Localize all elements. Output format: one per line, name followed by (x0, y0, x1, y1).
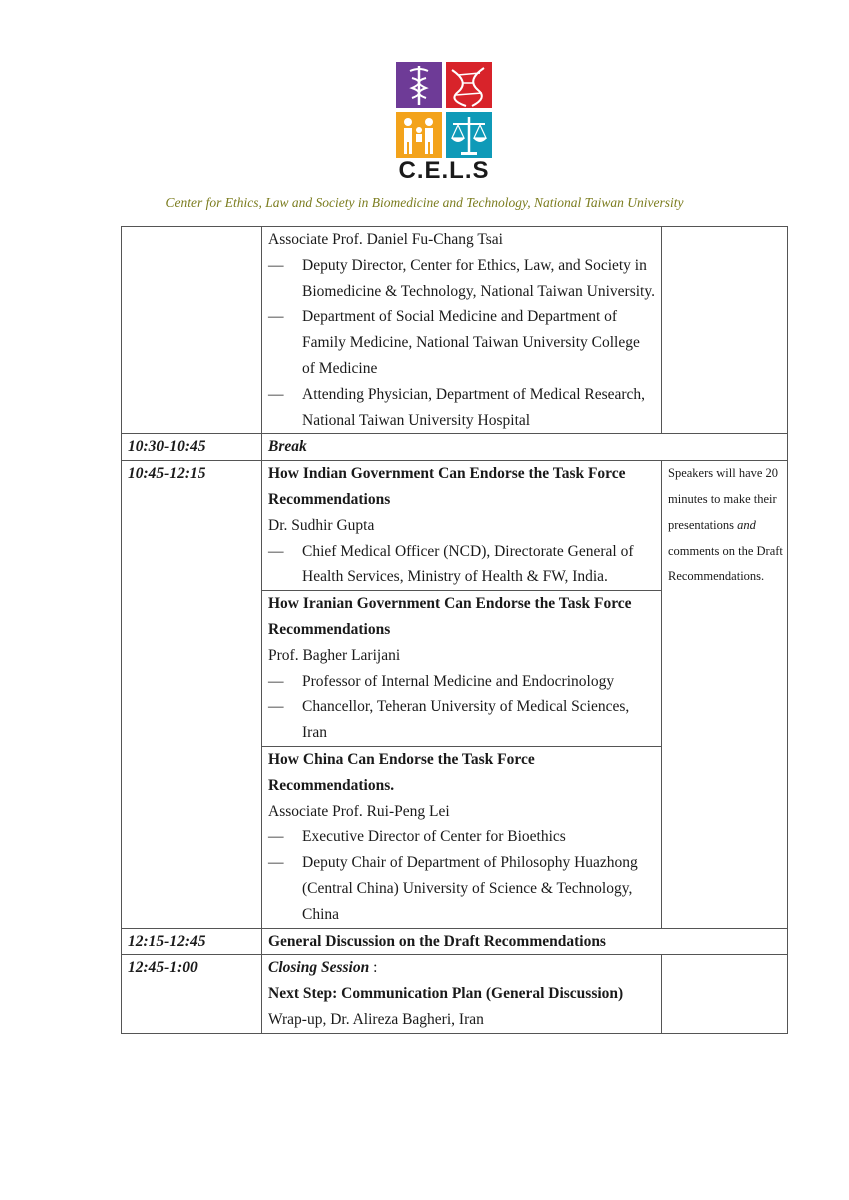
speaker-name: Prof. Bagher Larijani (268, 646, 401, 664)
role-item: — Chancellor, Teheran University of Medical Sciences, Iran (268, 698, 630, 742)
time-cell: 12:15-12:45 (122, 928, 262, 955)
role-item: — Executive Director of Center for Bioethics (268, 828, 566, 846)
cels-logo (396, 62, 492, 180)
note-cell-empty (662, 227, 788, 434)
agenda-table (121, 226, 788, 1034)
break-row (122, 434, 788, 461)
talk-title: How Iranian Government Can Endorse the Task Force Recommendations (268, 595, 632, 638)
time-cell: 10:30-10:45 (122, 434, 262, 461)
discussion-row (122, 928, 788, 955)
talk-title: How China Can Endorse the Task Force Recommendations. (268, 750, 535, 794)
time-cell: 10:45-12:15 (122, 461, 262, 928)
continued-row (122, 227, 788, 434)
role-item: — Chief Medical Officer (NCD), Directorate General of Health Services, Ministry of Health & FW, India. (268, 542, 634, 586)
closing-session-label: Closing Session : (268, 959, 378, 977)
next-step: Next Step: Communication Plan (General Discussion) (268, 985, 624, 1003)
role-item: — Professor of Internal Medicine and Endocrinology (268, 672, 615, 690)
logo-text: C.E.L.S (398, 157, 490, 180)
talk-cell (262, 461, 662, 591)
talk-cell (262, 746, 662, 928)
speaker-name: Dr. Sudhir Gupta (268, 516, 375, 534)
role-item: — Deputy Chair of Department of Philosophy Huazhong (Central China) University of Science & Technology, China (268, 854, 638, 923)
break-label: Break (262, 434, 788, 461)
time-cell: 12:45-1:00 (122, 955, 262, 1033)
talk-title: How Indian Government Can Endorse the Task Force Recommendations (268, 465, 626, 508)
session-row-india (122, 461, 788, 591)
closing-row (122, 955, 788, 1033)
role-item: — Attending Physician, Department of Medical Research, National Taiwan University Hospital (268, 385, 646, 429)
note-cell-empty (662, 955, 788, 1033)
continued-speaker-cell (262, 227, 662, 434)
time-cell-empty (122, 227, 262, 434)
wrapup: Wrap-up, Dr. Alireza Bagheri, Iran (268, 1010, 484, 1028)
session-note: Speakers will have 20 minutes to make their presentations and comments on the Draft Recommendations. (662, 461, 788, 928)
header-subtitle: Center for Ethics, Law and Society in Biomedicine and Technology, National Taiwan University (165, 195, 684, 210)
talk-cell (262, 591, 662, 747)
closing-cell (262, 955, 662, 1033)
role-item: — Department of Social Medicine and Department of Family Medicine, National Taiwan University College of Medicine (268, 308, 640, 377)
speaker-name: Associate Prof. Daniel Fu-Chang Tsai (268, 231, 503, 248)
discussion-label: General Discussion on the Draft Recommendations (262, 928, 788, 955)
role-item: — Deputy Director, Center for Ethics, Law, and Society in Biomedicine & Technology, National Taiwan University. (268, 256, 655, 300)
speaker-name: Associate Prof. Rui-Peng Lei (268, 802, 450, 820)
